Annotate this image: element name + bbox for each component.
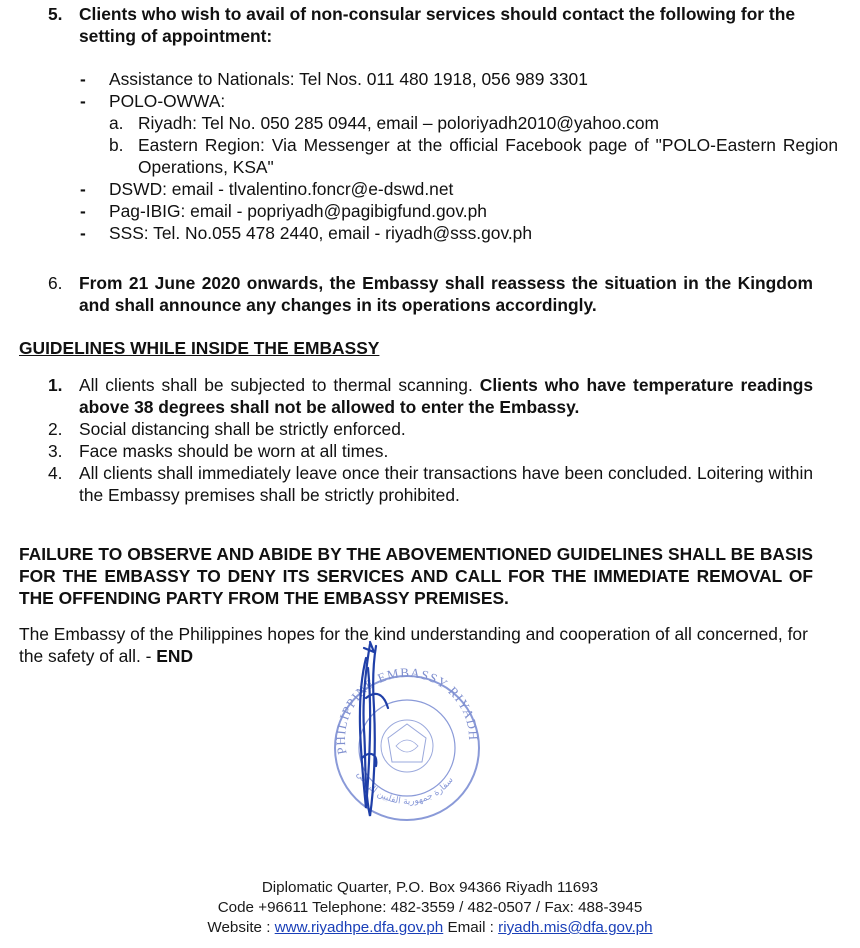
polo-a-text: Riyadh: Tel No. 050 285 0944, email – poloriyadh2010@yahoo.com <box>138 113 660 133</box>
guideline-1-number: 1. <box>48 375 63 395</box>
guideline-2-text: Social distancing shall be strictly enforced. <box>79 419 406 439</box>
item-6 <box>48 272 813 316</box>
closing-text: The Embassy of the Philippines hopes for the kind understanding and cooperation of all concerned, for the safety of all. - <box>19 624 808 666</box>
polo-b-text: Eastern Region: Via Messenger at the official Facebook page of "POLO-Eastern Region Operations, KSA" <box>138 135 838 177</box>
contact-polo-b <box>80 134 838 178</box>
warning-paragraph: FAILURE TO OBSERVE AND ABIDE BY THE ABOVEMENTIONED GUIDELINES SHALL BE BASIS FOR THE EMBASSY TO DENY ITS SERVICES AND CALL FOR THE IMMEDIATE REMOVAL OF THE OFFENDING PARTY FROM THE EMBASSY PREMISES. <box>19 544 813 608</box>
guideline-4-number: 4. <box>48 463 63 483</box>
guideline-3-number: 3. <box>48 441 63 461</box>
contact-pagibig-text: Pag-IBIG: email - popriyadh@pagibigfund.gov.ph <box>109 201 487 221</box>
contact-sss <box>80 222 820 244</box>
contact-polo <box>80 90 820 112</box>
item-6-number: 6. <box>48 273 63 293</box>
contact-polo-a <box>80 112 820 134</box>
contact-atn-text: Assistance to Nationals: Tel Nos. 011 480 1918, 056 989 3301 <box>109 69 588 89</box>
guideline-2-number: 2. <box>48 419 63 439</box>
guidelines-heading: GUIDELINES WHILE INSIDE THE EMBASSY <box>19 338 380 358</box>
contact-atn <box>80 68 820 90</box>
guideline-4 <box>48 462 813 506</box>
item-5 <box>48 3 813 47</box>
bullet-dash: - <box>80 179 86 199</box>
bullet-dash: - <box>80 69 86 89</box>
closing-end: END <box>156 646 193 666</box>
guideline-1 <box>48 374 813 418</box>
email-label: Email : <box>447 919 494 936</box>
bullet-dash: - <box>80 91 86 111</box>
contact-polo-text: POLO-OWWA: <box>109 91 226 111</box>
embassy-seal-stamp <box>326 638 486 828</box>
polo-a-letter: a. <box>109 113 124 133</box>
contact-dswd-text: DSWD: email - tlvalentino.foncr@e-dswd.net <box>109 179 454 199</box>
item-5-number: 5. <box>48 4 63 24</box>
footer-address: Diplomatic Quarter, P.O. Box 94366 Riyadh 11693 <box>261 879 599 896</box>
email-link[interactable]: riyadh.mis@dfa.gov.ph <box>498 919 653 936</box>
guideline-3 <box>48 440 813 462</box>
item-5-text: Clients who wish to avail of non-consular services should contact the following for the setting of appointment: <box>79 4 795 46</box>
seal-arc-text <box>333 665 481 756</box>
bullet-dash: - <box>80 223 86 243</box>
polo-b-letter: b. <box>109 135 124 155</box>
guideline-1-text: All clients shall be subjected to thermal scanning. <box>79 375 473 395</box>
contact-pagibig <box>80 200 820 222</box>
footer-links <box>0 918 860 938</box>
guidelines-list <box>48 374 813 506</box>
contact-dswd <box>80 178 820 200</box>
contact-sss-text: SSS: Tel. No.055 478 2440, email - riyadh@sss.gov.ph <box>109 223 533 243</box>
guideline-3-text: Face masks should be worn at all times. <box>79 441 389 461</box>
seal-text-left: PHILIPPINE <box>332 675 378 756</box>
seal-arabic-text: سفارة جمهورية الفلبين الرياض <box>354 769 456 807</box>
bullet-dash: - <box>80 201 86 221</box>
guideline-4-text: All clients shall immediately leave once their transactions have been concluded. Loitering within the Embassy premises shall be strictly prohibited. <box>79 463 813 505</box>
footer <box>0 878 860 938</box>
item-6-text: From 21 June 2020 onwards, the Embassy shall reassess the situation in the Kingdom and shall announce any changes in its operations accordingly. <box>79 273 813 315</box>
guideline-1-bold: Clients who have temperature readings above 38 degrees shall not be allowed to enter the Embassy. <box>79 375 813 417</box>
footer-phone: Code +96611 Telephone: 482-3559 / 482-0507 / Fax: 488-3945 <box>217 899 643 916</box>
seal-text-top: EMBASSY <box>375 664 451 692</box>
website-label: Website : <box>207 919 271 936</box>
contact-list <box>80 68 838 244</box>
seal-text-right: RIYADH <box>445 683 482 742</box>
guideline-2 <box>48 418 813 440</box>
website-link[interactable]: www.riyadhpe.dfa.gov.ph <box>274 919 444 936</box>
